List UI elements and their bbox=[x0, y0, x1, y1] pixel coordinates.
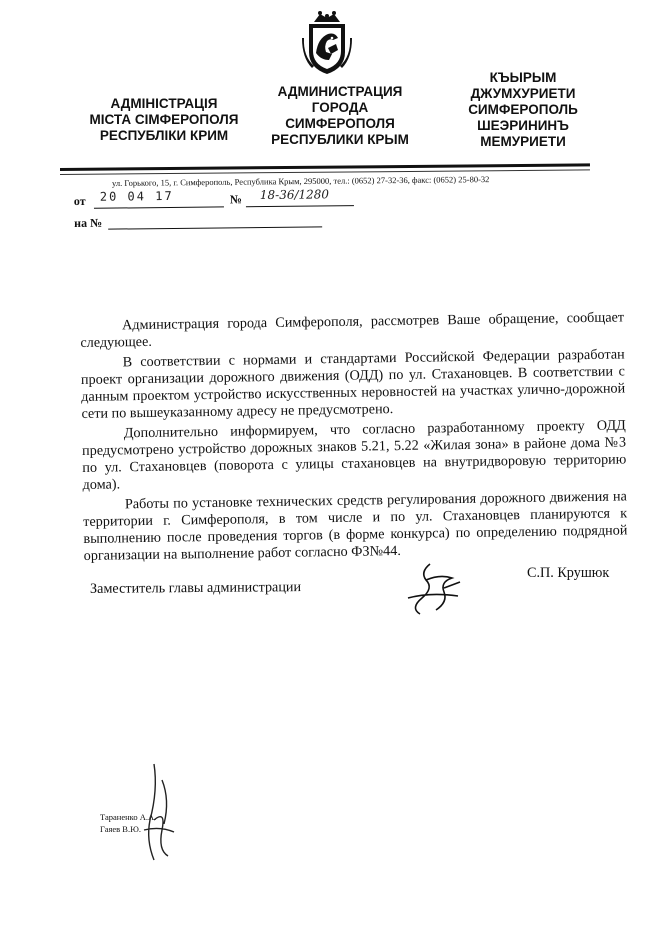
letter-body bbox=[80, 309, 628, 568]
header-center-line-3: СИМФЕРОПОЛЯ bbox=[285, 116, 395, 131]
executor-signature bbox=[140, 760, 180, 870]
signatory-name: С.П. Крушюк bbox=[527, 565, 610, 581]
date-value: 20 04 17 bbox=[99, 188, 174, 204]
header-center-line-1: АДМИНИСТРАЦИЯ bbox=[277, 84, 403, 99]
header-left-line-3: РЕСПУБЛІКИ КРИМ bbox=[99, 128, 229, 143]
header-right-line-2: ДЖУМХУРИЕТИ bbox=[470, 86, 576, 101]
from-label: от bbox=[73, 193, 86, 209]
registration-fields bbox=[74, 187, 544, 232]
body-paragraph-1: Администрация города Симферополя, рассмотрев Ваше обращение, сообщает следующее. bbox=[80, 309, 625, 351]
executor-2: Гаяев В.Ю. bbox=[100, 824, 141, 834]
header-right-line-1: КЪЫРЫМ bbox=[489, 70, 557, 85]
date-underline bbox=[94, 206, 224, 208]
coat-of-arms-icon bbox=[302, 8, 352, 78]
header-center-line-2: ГОРОДА bbox=[311, 100, 369, 115]
header-left-line-1: АДМІНІСТРАЦІЯ bbox=[110, 96, 218, 111]
address-line: ул. Горького, 15, г. Симферополь, Республика Крым, 295000, тел.: (0652) 27-32-36, факс: (0652) 25-80-32 bbox=[111, 174, 490, 188]
number-label: № bbox=[229, 192, 243, 207]
header-center bbox=[256, 84, 424, 148]
executor-1: Тараненко А.А. bbox=[100, 812, 157, 822]
reply-label: на № bbox=[74, 215, 103, 230]
number-value: 18-36/1280 bbox=[259, 187, 330, 203]
signatory-title: Заместитель главы администрации bbox=[89, 579, 302, 597]
reply-underline bbox=[108, 226, 322, 229]
number-underline bbox=[246, 205, 354, 207]
header-right-line-3: СИМФЕРОПОЛЬ bbox=[468, 102, 578, 117]
body-paragraph-2: В соответствии с нормами и стандартами Российской Федерации разработан проект организации дорожного движения (ОДД) по ул. Стахановцев. В соответствии с данным проектом устройство искусственных неровностей на участках улично-дорожной сети по вышеуказанному адресу не предусмотрено. bbox=[80, 346, 626, 422]
header-right bbox=[448, 70, 598, 150]
header-right-line-4: ШЕЭРИНИНЪ bbox=[477, 118, 569, 133]
header-right-line-5: МЕМУРИЕТИ bbox=[480, 134, 566, 149]
header-center-line-4: РЕСПУБЛИКИ КРЫМ bbox=[271, 132, 409, 147]
handwritten-signature bbox=[400, 558, 480, 622]
header-left-line-2: МІСТА СІМФЕРОПОЛЯ bbox=[89, 112, 239, 127]
body-paragraph-3: Дополнительно информируем, что согласно разработанному проекту ОДД предусмотрено устройство дорожных знаков 5.21, 5.22 «Жилая зона» в районе дома №3 по ул. Стахановцев (поворота с улицы стахановцев на внутридворовую территорию дома). bbox=[81, 417, 627, 493]
body-paragraph-4: Работы по установке технических средств регулирования дорожного движения на территории г. Симферополя, в том числе и по ул. Стахановцев планируются к выполнению после проведения торгов (в форме конкурса) по определению подрядной организации на выполнение работ согласно ФЗ№44. bbox=[83, 488, 628, 564]
header-left bbox=[78, 96, 250, 144]
